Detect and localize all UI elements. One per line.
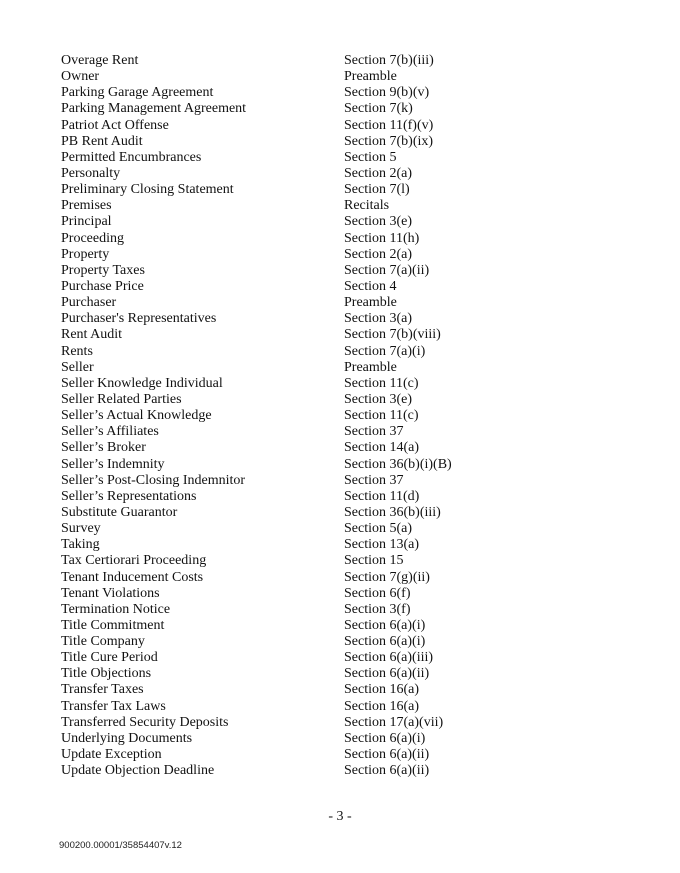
index-row [0,150,680,166]
section-reference: Section 6(a)(iii) [344,650,434,666]
term: Purchase Price [61,278,144,294]
term: Tenant Inducement Costs [61,569,204,585]
section-reference: Section 7(a)(i) [344,343,426,359]
section-reference: Recitals [344,198,390,214]
term: Purchaser's Representatives [61,311,217,327]
section-reference: Section 6(a)(i) [344,730,426,746]
section-reference: Section 6(a)(ii) [344,763,430,779]
term: Termination Notice [61,601,171,617]
index-row [0,101,680,117]
term: Title Cure Period [61,650,158,666]
index-row [0,198,680,214]
section-reference: Section 7(g)(ii) [344,569,430,585]
section-reference: Section 3(e) [344,214,413,230]
index-row [0,344,680,360]
term: Purchaser [61,295,117,311]
index-row [0,457,680,473]
term: Title Company [61,634,145,650]
term: Transferred Security Deposits [61,714,229,730]
term: Taking [61,537,100,553]
index-row [0,279,680,295]
term: Transfer Taxes [61,682,144,698]
index-row [0,682,680,698]
index-row [0,134,680,150]
section-reference: Section 36(b)(i)(B) [344,456,452,472]
section-reference: Section 6(a)(i) [344,634,426,650]
term: Substitute Guarantor [61,504,178,520]
index-row [0,166,680,182]
index-row [0,731,680,747]
section-reference: Preamble [344,69,397,85]
section-reference: Section 2(a) [344,165,413,181]
section-reference: Section 37 [344,424,404,440]
section-reference: Section 13(a) [344,537,420,553]
section-reference: Section 6(f) [344,585,411,601]
index-row [0,327,680,343]
index-row [0,715,680,731]
section-reference: Preamble [344,359,397,375]
section-reference: Section 16(a) [344,682,420,698]
index-row [0,602,680,618]
term: Transfer Tax Laws [61,698,166,714]
index-row [0,521,680,537]
index-row [0,440,680,456]
index-row [0,408,680,424]
section-reference: Section 16(a) [344,698,420,714]
term: Seller Knowledge Individual [61,375,223,391]
term: Overage Rent [61,53,139,68]
term: Personalty [61,165,121,181]
term: Tax Certiorari Proceeding [61,553,207,569]
term: Property [61,246,110,262]
term: Proceeding [61,230,124,246]
section-reference: Section 3(f) [344,601,411,617]
section-reference: Section 5 [344,149,397,165]
term: Owner [61,69,100,85]
section-reference: Section 7(b)(viii) [344,327,441,343]
index-row [0,214,680,230]
index-row [0,182,680,198]
term: Rents [61,343,93,359]
section-reference: Section 11(f)(v) [344,117,434,133]
index-row [0,586,680,602]
index-row [0,392,680,408]
index-row [0,650,680,666]
section-reference: Section 5(a) [344,521,413,537]
term: Title Objections [61,666,152,682]
index-row [0,553,680,569]
index-row [0,295,680,311]
defined-terms-index [0,53,680,779]
section-reference: Section 6(a)(i) [344,617,426,633]
index-row [0,360,680,376]
term: Property Taxes [61,262,145,278]
section-reference: Section 6(a)(ii) [344,666,430,682]
index-row [0,263,680,279]
section-reference: Section 15 [344,553,404,569]
section-reference: Section 11(c) [344,375,419,391]
section-reference: Section 7(a)(ii) [344,262,430,278]
section-reference: Preamble [344,295,397,311]
term: Parking Management Agreement [61,101,247,117]
index-row [0,763,680,779]
index-row [0,666,680,682]
term: Tenant Violations [61,585,160,601]
section-reference: Section 37 [344,472,404,488]
term: Patriot Act Offense [61,117,169,133]
term: Principal [61,214,112,230]
term: Seller’s Post-Closing Indemnitor [61,472,246,488]
index-row [0,118,680,134]
section-reference: Section 7(k) [344,101,413,117]
index-row [0,537,680,553]
index-row [0,570,680,586]
term: Seller Related Parties [61,391,182,407]
index-row [0,634,680,650]
index-row [0,699,680,715]
term: Seller’s Broker [61,440,146,456]
term: Parking Garage Agreement [61,85,214,101]
section-reference: Section 36(b)(iii) [344,504,441,520]
section-reference: Section 9(b)(v) [344,85,430,101]
section-reference: Section 2(a) [344,246,413,262]
term: Seller’s Actual Knowledge [61,408,212,424]
index-row [0,618,680,634]
page-number: - 3 - [328,809,352,824]
section-reference: Section 14(a) [344,440,420,456]
term: Seller’s Affiliates [61,424,159,440]
index-row [0,505,680,521]
term: Seller [61,359,94,375]
index-row [0,376,680,392]
section-reference: Section 7(l) [344,182,410,198]
term: Premises [61,198,112,214]
section-reference: Section 11(c) [344,408,419,424]
term: Update Exception [61,747,162,763]
section-reference: Section 17(a)(vii) [344,714,444,730]
index-row [0,747,680,763]
section-reference: Section 7(b)(ix) [344,133,434,149]
section-reference: Section 11(d) [344,488,420,504]
document-id: 900200.00001/35854407v.12 [59,840,182,851]
term: Seller’s Representations [61,488,197,504]
index-row [0,53,680,69]
index-row [0,247,680,263]
term: Underlying Documents [61,730,193,746]
section-reference: Section 4 [344,278,397,294]
term: Preliminary Closing Statement [61,182,234,198]
index-row [0,231,680,247]
term: Seller’s Indemnity [61,456,165,472]
section-reference: Section 3(a) [344,311,413,327]
index-row [0,69,680,85]
term: Survey [61,521,101,537]
term: Permitted Encumbrances [61,149,202,165]
index-row [0,424,680,440]
section-reference: Section 11(h) [344,230,420,246]
term: Rent Audit [61,327,123,343]
index-row [0,473,680,489]
term: Title Commitment [61,617,165,633]
term: Update Objection Deadline [61,763,215,779]
section-reference: Section 7(b)(iii) [344,53,434,68]
section-reference: Section 3(e) [344,391,413,407]
index-row [0,311,680,327]
section-reference: Section 6(a)(ii) [344,747,430,763]
index-row [0,489,680,505]
term: PB Rent Audit [61,133,143,149]
index-row [0,85,680,101]
